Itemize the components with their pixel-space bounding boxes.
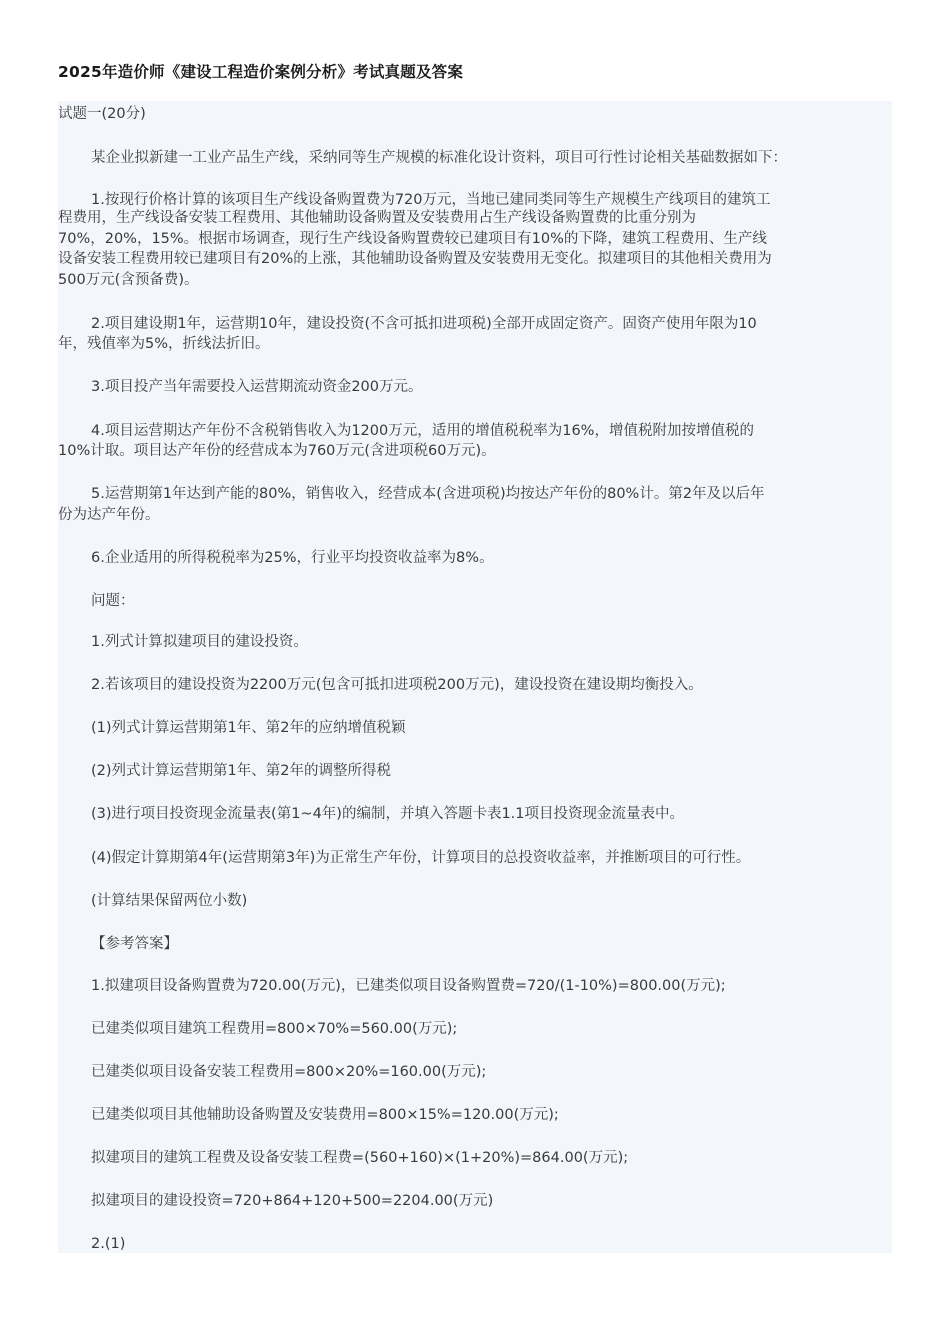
precision-note: (计算结果保留两位小数) <box>91 893 248 909</box>
question-2-part-4: (4)假定计算期第4年(运营期第3年)为正常生产年份，计算项目的总投资收益率，并推断项目的可行性。 <box>91 850 751 866</box>
answer-line: 1.拟建项目设备购置费为720.00(万元)，已建类似项目设备购置费=720/(1-10%)=800.00(万元); <box>91 978 726 994</box>
item1-line: 500万元(含预备费)。 <box>58 272 199 288</box>
item5-line: 份为达产年份。 <box>58 507 160 523</box>
question-2-part-2: (2)列式计算运营期第1年、第2年的调整所得税 <box>91 763 391 779</box>
questions-label: 问题： <box>91 593 135 609</box>
item4-line: 4.项目运营期达产年份不含税销售收入为1200万元，适用的增值税税率为16%，增值税附加按增值税的 <box>91 423 754 439</box>
intro-paragraph: 某企业拟新建一工业产品生产线，采纳同等生产规模的标准化设计资料，项目可行性讨论相关基础数据如下： <box>91 150 787 166</box>
answer-label: 【参考答案】 <box>91 936 178 952</box>
item3-paragraph: 3.项目投产当年需要投入运营期流动资金200万元。 <box>91 379 423 395</box>
item2-line: 年，残值率为5%，折线法折旧。 <box>58 336 270 352</box>
item6-paragraph: 6.企业适用的所得税税率为25%，行业平均投资收益率为8%。 <box>91 550 494 566</box>
answer-line: 已建类似项目设备安装工程费用=800×20%=160.00(万元); <box>91 1064 487 1080</box>
answer-line: 2.(1) <box>91 1236 126 1252</box>
question-2: 2.若该项目的建设投资为2200万元(包含可抵扣进项税200万元)，建设投资在建设期均衡投入。 <box>91 677 703 693</box>
item1-line: 70%，20%，15%。根据市场调查，现行生产线设备购置费较已建项目有10%的下降，建筑工程费用、生产线 <box>58 231 767 247</box>
question-1: 1.列式计算拟建项目的建设投资。 <box>91 634 308 650</box>
item4-line: 10%计取。项目达产年份的经营成本为760万元(含进项税60万元)。 <box>58 443 496 459</box>
item5-line: 5.运营期第1年达到产能的80%，销售收入，经营成本(含进项税)均按达产年份的80%计。第2年及以后年 <box>91 486 765 502</box>
item2-line: 2.项目建设期1年，运营期10年，建设投资(不含可抵扣进项税)全部开成固定资产。固资产使用年限为10 <box>91 316 757 332</box>
document-title: 2025年造价师《建设工程造价案例分析》考试真题及答案 <box>58 63 464 81</box>
answer-line: 拟建项目的建设投资=720+864+120+500=2204.00(万元) <box>91 1193 494 1209</box>
question-2-part-1: (1)列式计算运营期第1年、第2年的应纳增值税颖 <box>91 720 406 736</box>
answer-line: 拟建项目的建筑工程费及设备安装工程费=(560+160)×(1+20%)=864.00(万元); <box>91 1150 629 1166</box>
question-2-part-3: (3)进行项目投资现金流量表(第1~4年)的编制，并填入答题卡表1.1项目投资现金流量表中。 <box>91 806 685 822</box>
answer-line: 已建类似项目其他辅助设备购置及安装费用=800×15%=120.00(万元); <box>91 1107 559 1123</box>
item1-line: 设备安装工程费用较已建项目有20%的上涨，其他辅助设备购置及安装费用无变化。拟建项目的其他相关费用为 <box>58 251 772 267</box>
question-content-panel <box>58 101 892 1253</box>
item1-line: 1.按现行价格计算的该项目生产线设备购置费为720万元，当地已建同类同等生产规模生产线项目的建筑工 <box>91 192 771 208</box>
answer-line: 已建类似项目建筑工程费用=800×70%=560.00(万元); <box>91 1021 458 1037</box>
item1-line: 程费用，生产线设备安装工程费用、其他辅助设备购置及安装费用占生产线设备购置费的比重分别为 <box>58 210 696 226</box>
question-header: 试题一(20分) <box>58 106 146 122</box>
